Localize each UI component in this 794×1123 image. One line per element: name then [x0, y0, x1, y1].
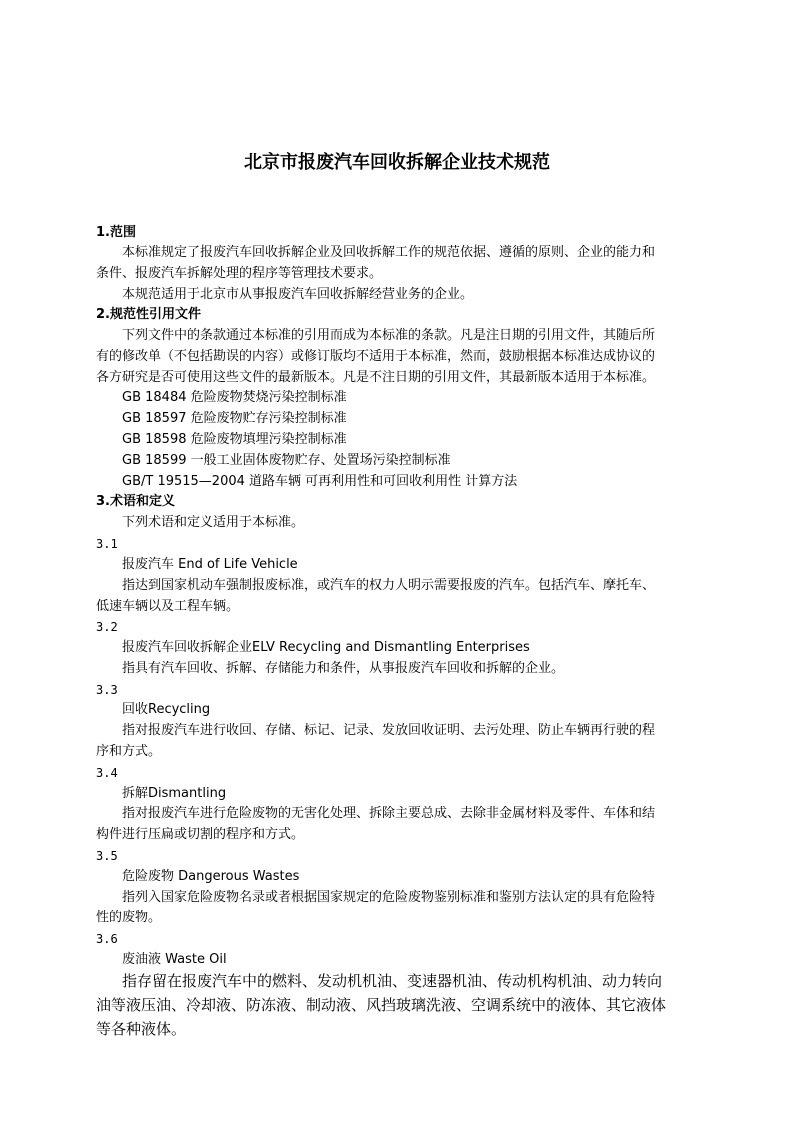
reference-item: GB 18597 危险废物贮存污染控制标准 [122, 411, 347, 426]
paragraph-line: 指存留在报废汽车中的燃料、发动机机油、变速器机油、传动机构机油、动力转向 [122, 972, 663, 990]
paragraph-line: 指对报废汽车进行危险废物的无害化处理、拆除主要总成、去除非金属材料及零件、车体和结 [122, 806, 656, 821]
paragraph-line: 本标准规定了报废汽车回收拆解企业及回收拆解工作的规范依据、遵循的原则、企业的能力和 [122, 245, 656, 260]
paragraph-line: 构件进行压扁或切割的程序和方式。 [96, 827, 305, 842]
section-heading-references: 2.规范性引用文件 [96, 307, 201, 322]
reference-item: GB/T 19515—2004 道路车辆 可再利用性和可回收利用性 计算方法 [122, 474, 518, 489]
paragraph-line: 各方研究是否可使用这些文件的最新版本。凡是不注日期的引用文件，其最新版本适用于本标准。 [96, 370, 656, 385]
paragraph-line: 指具有汽车回收、拆解、存储能力和条件，从事报废汽车回收和拆解的企业。 [122, 661, 565, 676]
reference-item: GB 18598 危险废物填埋污染控制标准 [122, 432, 347, 447]
reference-item: GB 18599 一般工业固体废物贮存、处置场污染控制标准 [122, 453, 451, 468]
paragraph-line: 等各种液体。 [96, 1020, 187, 1038]
section-heading-scope: 1.范围 [96, 225, 136, 240]
paragraph-line: 指达到国家机动车强制报废标准，或汽车的权力人明示需要报废的汽车。包括汽车、摩托车、 [122, 578, 656, 593]
paragraph-line: 指列入国家危险废物名录或者根据国家规定的危险废物鉴别标准和鉴别方法认定的具有危险特 [122, 890, 656, 905]
term-name: 报废汽车回收拆解企业ELV Recycling and Dismantling Enterprises [122, 640, 530, 655]
clause-number: 3.2 [96, 620, 118, 634]
term-name: 危险废物 Dangerous Wastes [122, 869, 300, 884]
paragraph-line: 下列术语和定义适用于本标准。 [122, 515, 305, 530]
paragraph-line: 有的修改单（不包括勘误的内容）或修订版均不适用于本标准，然而，鼓励根据本标准达成协议的 [96, 349, 656, 364]
paragraph-line: 低速车辆以及工程车辆。 [96, 599, 240, 614]
paragraph-line: 条件、报废汽车拆解处理的程序等管理技术要求。 [96, 266, 383, 281]
page-title: 北京市报废汽车回收拆解企业技术规范 [244, 152, 550, 173]
paragraph-line: 本规范适用于北京市从事报废汽车回收拆解经营业务的企业。 [122, 287, 474, 302]
term-name: 报废汽车 End of Life Vehicle [122, 557, 298, 572]
term-name: 拆解Dismantling [122, 786, 227, 801]
paragraph-line: 性的废物。 [96, 910, 162, 925]
clause-number: 3.3 [96, 683, 118, 697]
term-name: 废油液 Waste Oil [122, 952, 227, 967]
clause-number: 3.4 [96, 766, 118, 780]
reference-item: GB 18484 危险废物焚烧污染控制标准 [122, 390, 347, 405]
clause-number: 3.6 [96, 932, 118, 946]
paragraph-line: 指对报废汽车进行收回、存储、标记、记录、发放回收证明、去污处理、防止车辆再行驶的程 [122, 723, 656, 738]
paragraph-line: 序和方式。 [96, 744, 162, 759]
term-name: 回收Recycling [122, 702, 211, 717]
clause-number: 3.1 [96, 537, 118, 551]
clause-number: 3.5 [96, 849, 118, 863]
section-heading-terms: 3.术语和定义 [96, 494, 175, 509]
paragraph-line: 下列文件中的条款通过本标准的引用而成为本标准的条款。凡是注日期的引用文件，其随后所 [122, 328, 656, 343]
paragraph-line: 油等液压油、冷却液、防冻液、制动液、风挡玻璃洗液、空调系统中的液体、其它液体 [96, 996, 667, 1014]
